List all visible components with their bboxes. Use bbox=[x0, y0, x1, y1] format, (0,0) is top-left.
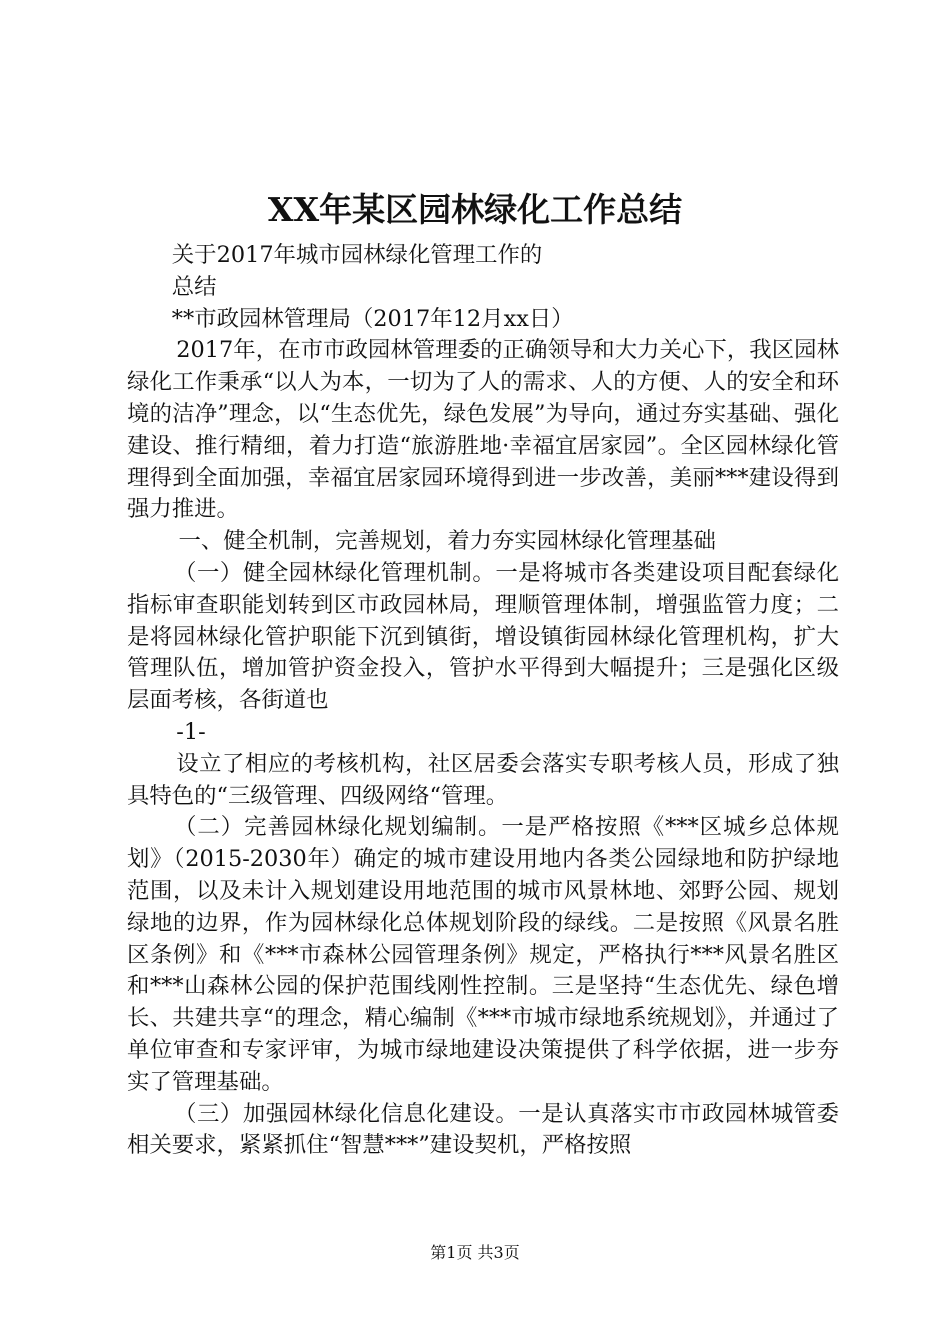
intro-paragraph: 2017年，在市市政园林管理委的正确领导和大力关心下，我区园林绿化工作秉承“以人为本，一切为了人的需求、人的方便、人的安全和环境的洁净”理念，以“生态优先，绿色发展”为导向，通过夯实基础、强化建设、推行精细，着力打造“旅游胜地·幸福宜居家园”。全区园林绿化管理得到全面加强，幸福宜居家园环境得到进一步改善，美丽***建设得到强力推进。 bbox=[127, 337, 839, 523]
document-title: XX年某区园林绿化工作总结 bbox=[267, 190, 683, 229]
page-footer: 第1页 共3页 bbox=[430, 1243, 520, 1262]
paragraph-item-1: （一）健全园林绿化管理机制。一是将城市各类建设项目配套绿化指标审查职能划转到区市政园林局，理顺管理体制，增强监管力度；二是将园林绿化管护职能下沉到镇街，增设镇街园林绿化管理机构，扩大管理队伍，增加管护资金投入，管护水平得到大幅提升；三是强化区级层面考核，各街道也 bbox=[127, 559, 839, 714]
paragraph-item-3: （三）加强园林绿化信息化建设。一是认真落实市市政园林城管委相关要求，紧紧抓住“智慧***”建设契机，严格按照 bbox=[127, 1100, 839, 1159]
document-body bbox=[127, 240, 839, 1162]
page-marker: -1- bbox=[176, 718, 206, 745]
subtitle-line-1: 关于2017年城市园林绿化管理工作的 bbox=[171, 242, 543, 268]
paragraph-item-2: （二）完善园林绿化规划编制。一是严格按照《***区城乡总体规划》（2015-2030年）确定的城市建设用地内各类公园绿地和防护绿地范围，以及未计入规划建设用地范围的城市风景林地、郊野公园、规划绿地的边界，作为园林绿化总体规划阶段的绿线。二是按照《风景名胜区条例》和《***市森林公园管理条例》规定，严格执行***风景名胜区和***山森林公园的保护范围线刚性控制。三是坚持“生态优先、绿色增长、共建共享“的理念，精心编制《***市城市绿地系统规划》，并通过了单位审查和专家评审，为城市绿地建设决策提供了科学依据，进一步夯实了管理基础。 bbox=[127, 814, 839, 1095]
paragraph-item-1-continued: 设立了相应的考核机构，社区居委会落实专职考核人员，形成了独具特色的“三级管理、四级网络“管理。 bbox=[127, 750, 839, 809]
section-heading-1: 一、健全机制，完善规划，着力夯实园林绿化管理基础 bbox=[178, 528, 716, 555]
byline: **市政园林管理局（2017年12月xx日） bbox=[171, 305, 574, 332]
subtitle-line-2: 总结 bbox=[171, 273, 217, 300]
